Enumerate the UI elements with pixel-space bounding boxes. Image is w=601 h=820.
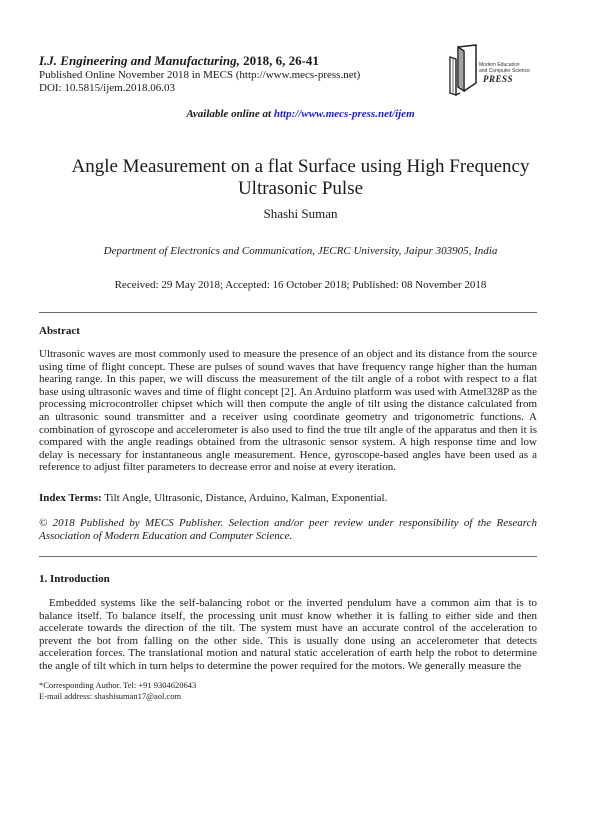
doi-line: DOI: 10.5815/ijem.2018.06.03 xyxy=(39,82,175,94)
index-terms-label: Index Terms: xyxy=(39,492,102,504)
journal-volume: 2018, 6, 26-41 xyxy=(239,53,319,68)
journal-link[interactable]: http://www.mecs-press.net/ijem xyxy=(273,108,415,120)
abstract-text: Ultrasonic waves are most commonly used to measure the presence of an object and its distance from the source using time of flight concept. These are pulses of sound waves that have frequency range higher than the human hearing range. In this paper, we will discuss the measurement of the tilt angle of a robot with respect to a flat base using ultrasonic waves and time of flight concept [2]. An Arduino platform was used with Atmel328P as the processing microcontroller chipset which will then compute the angle of tilt using the distance calculated from an ultrasonic sound transmitter and a receiver using coordinate geometry and trigonometric functions. A combination of gyroscope and accelerometer is also used to find the true tilt angle of the apparatus and then it is compared with the angle readings obtained from the ultrasonic sensor system. A high response time and low delay is necessary for instantaneous angle measurement. Hence, gyroscope-based angles have been used as a reference to adjust filter parameters to decrease error and noise at every iteration. xyxy=(39,348,537,474)
author-email: E-mail address: shashisuman17@aol.com xyxy=(39,691,182,701)
publisher-logo xyxy=(444,43,544,98)
book-icon xyxy=(444,43,484,98)
divider-bottom xyxy=(39,556,537,557)
affiliation: Department of Electronics and Communication, JECRC University, Jaipur 303905, India xyxy=(103,245,498,257)
logo-press: PRESS xyxy=(483,74,514,84)
introduction-heading: 1. Introduction xyxy=(39,573,110,585)
corresponding-author: *Corresponding Author. Tel: +91 9304620643 xyxy=(39,680,197,690)
copyright-notice: © 2018 Published by MECS Publisher. Selection and/or peer review under responsibility of the Research Association of Modern Education and Computer Science. xyxy=(39,517,537,542)
available-label: Available online at xyxy=(186,108,274,120)
introduction-text: Embedded systems like the self-balancing robot or the inverted pendulum have a common aim that is to balance itself. To balance itself, the processing unit must know whether it is falling to either side and then accelerate towards the direction of the tilt. The system must have an accurate control of the acceleration to prevent the bot from falling on the other side. This is usually done using an accelerometer that detects acceleration forces. The translational motion and natural static acceleration of earth help the robot to determine the angle of tilt which in turn helps to determine the power required for the motors. We generally measure the xyxy=(39,597,537,672)
index-terms xyxy=(39,492,537,504)
available-online xyxy=(0,108,601,120)
author-name: Shashi Suman xyxy=(263,206,338,221)
logo-text: Modern Education and Computer Science xyxy=(479,62,530,74)
paper-title: Angle Measurement on a flat Surface using High Frequency Ultrasonic Pulse xyxy=(71,156,530,199)
journal-name: I.J. Engineering and Manufacturing, xyxy=(39,53,240,68)
corresponding-author-footnote xyxy=(39,680,196,702)
abstract-heading: Abstract xyxy=(39,325,80,337)
index-terms-list: Tilt Angle, Ultrasonic, Distance, Arduino, Kalman, Exponential. xyxy=(101,492,388,504)
divider-top xyxy=(39,312,537,313)
published-online-line: Published Online November 2018 in MECS (http://www.mecs-press.net) xyxy=(39,69,361,81)
publication-dates: Received: 29 May 2018; Accepted: 16 October 2018; Published: 08 November 2018 xyxy=(114,279,487,291)
journal-citation xyxy=(39,53,319,68)
